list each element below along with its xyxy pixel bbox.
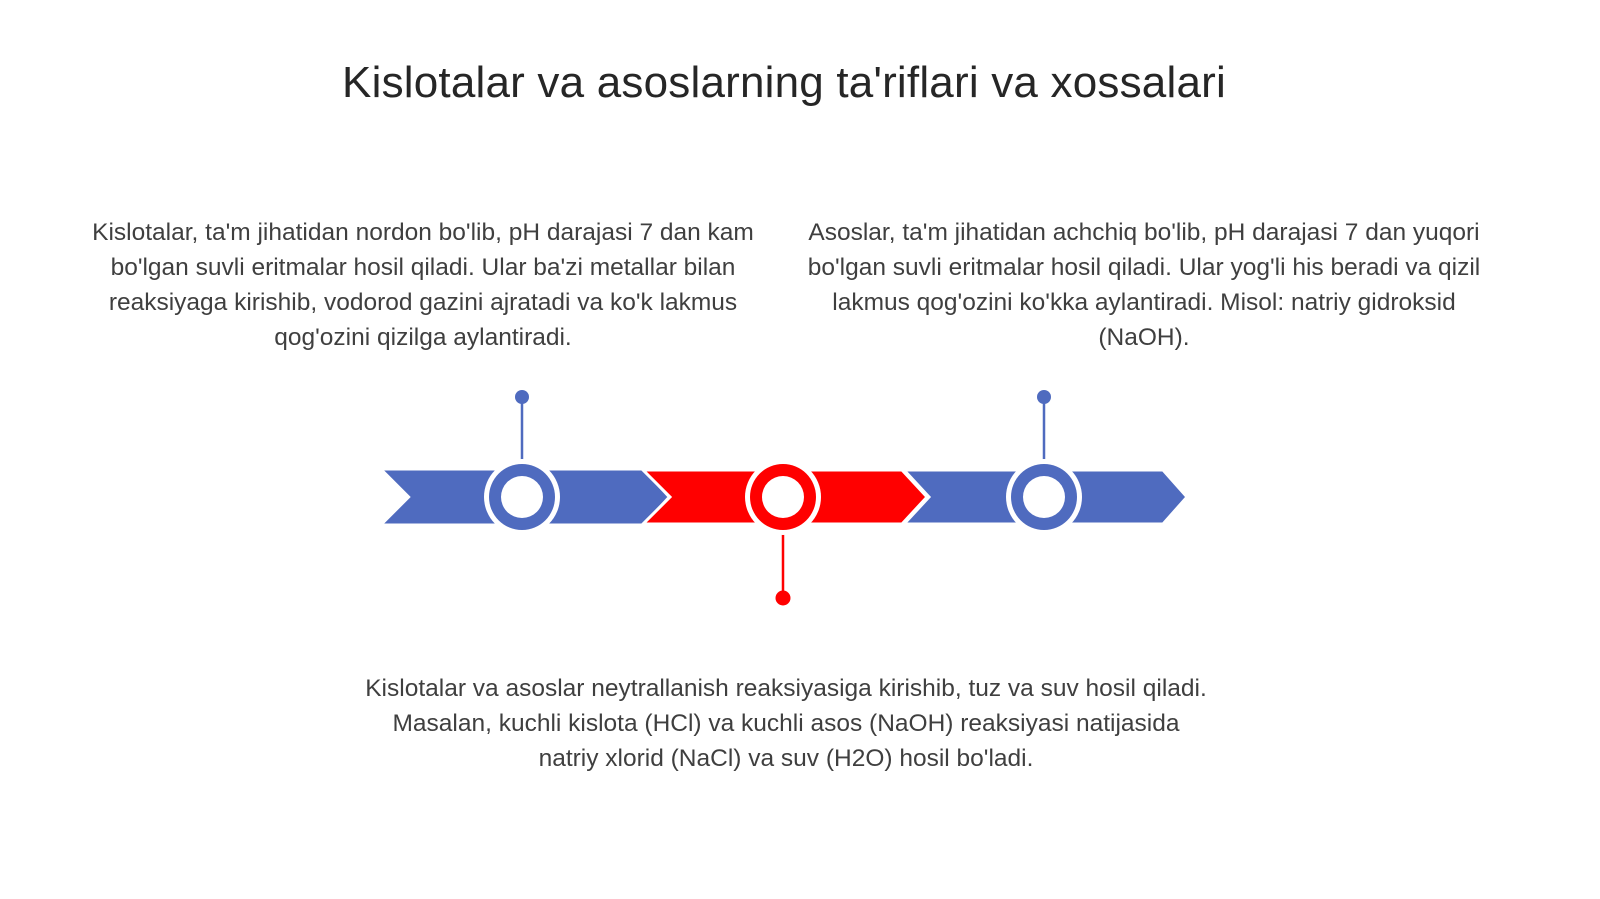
slide-title: Kislotalar va asoslarning ta'riflari va xossalari (342, 58, 1226, 107)
bases-description: Asoslar, ta'm jihatidan achchiq bo'lib, pH darajasi 7 dan yuqori bo'lgan suvli eritmalar hosil qiladi. Ular yog'li his beradi va qizil lakmus qog'ozini ko'kka aylantiradi. Misol: natriy gidroksid (NaOH). (807, 219, 1481, 351)
neutralization-description: Kislotalar va asoslar neytrallanish reaksiyasiga kirishib, tuz va suv hosil qiladi. Masalan, kuchli kislota (HCl) va kuchli asos (NaOH) reaksiyasi natijasida natriy xlorid (NaCl) va suv (H2O) hosil bo'ladi. (365, 675, 1207, 772)
timeline-segment-1 (383, 390, 668, 535)
timeline-segment-3 (904, 390, 1187, 535)
pin-dot-2 (776, 591, 791, 606)
timeline-segment-2 (643, 459, 927, 606)
pin-dot-3 (1037, 390, 1051, 404)
pin-dot-1 (515, 390, 529, 404)
acids-description: Kislotalar, ta'm jihatidan nordon bo'lib, pH darajasi 7 dan kam bo'lgan suvli eritmalar hosil qiladi. Ular ba'zi metallar bilan reaksiyaga kirishib, vodorod gazini ajratadi va ko'k lakmus qog'ozini qizilga aylantiradi. (92, 219, 754, 351)
